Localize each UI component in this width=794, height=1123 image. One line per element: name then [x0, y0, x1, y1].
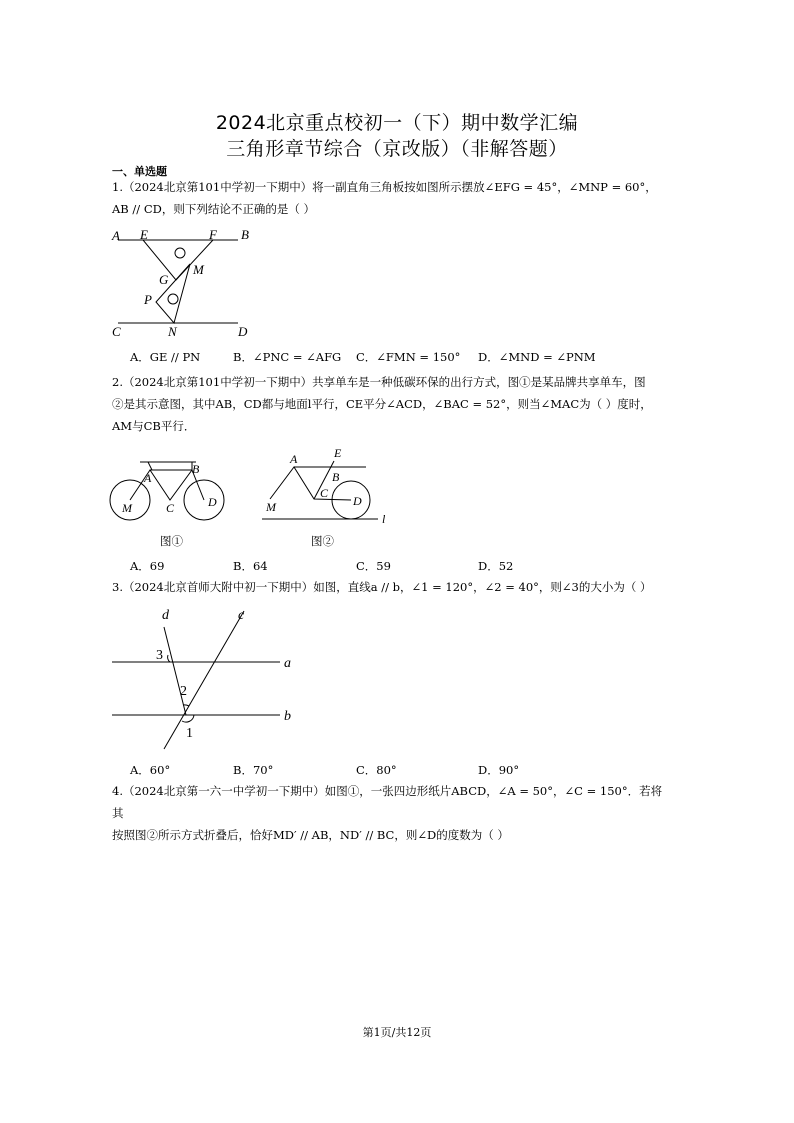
- question-3-line1: 3.（2024北京首师大附中初一下期中）如图，直线a // b，∠1 = 120°，∠2 = 40°，则∠3的大小为（ ）: [112, 580, 652, 594]
- page-footer: 第1页/共12页: [362, 1026, 432, 1039]
- question-2-figure-1: [108, 452, 233, 522]
- label-b: B: [332, 470, 340, 484]
- label-c: C: [166, 501, 175, 515]
- question-1-figure: [108, 222, 258, 342]
- angle-3-arc: [168, 655, 170, 662]
- label-b: b: [284, 709, 291, 724]
- question-3-text: [112, 576, 672, 598]
- option-b[interactable]: B．∠PNC = ∠AFG: [233, 350, 342, 364]
- question-1-line1: 1.（2024北京第101中学初一下期中）将一副直角三角板按如图所示摆放∠EFG = 45°，∠MNP = 60°，: [112, 180, 657, 194]
- page-title: 2024北京重点校初一（下）期中数学汇编: [215, 112, 579, 134]
- option-a[interactable]: A．69: [130, 559, 165, 573]
- question-1-line2: AB // CD，则下列结论不正确的是（ ）: [112, 202, 315, 216]
- question-2-line2: ②是其示意图，其中AB，CD都与地面l平行，CE平分∠ACD，∠BAC = 52°，则当∠MAC为（ ）度时，: [112, 397, 652, 411]
- label-c: c: [238, 608, 245, 623]
- label-1: 1: [186, 726, 193, 741]
- option-c[interactable]: C．59: [356, 559, 391, 573]
- label-f: F: [209, 227, 217, 242]
- question-4-line2: 按照图②所示方式折叠后，恰好MD′ // AB，ND′ // BC，则∠D的度数为（ ）: [112, 828, 509, 842]
- label-d: D: [208, 495, 217, 509]
- question-2-text: [112, 371, 672, 437]
- label-m: M: [122, 501, 132, 515]
- label-d: d: [162, 608, 169, 623]
- label-c: C: [112, 324, 121, 339]
- question-2-figure-2: [262, 443, 397, 528]
- question-2-line3: AM与CB平行．: [112, 419, 196, 433]
- question-1-text: [112, 176, 672, 220]
- label-a: A: [112, 228, 120, 243]
- option-d[interactable]: D．∠MND = ∠PNM: [478, 350, 596, 364]
- label-m: M: [266, 500, 276, 514]
- label-c: C: [320, 486, 329, 500]
- triangle-hole: [168, 294, 178, 304]
- question-3-figure: [108, 605, 308, 755]
- label-n: N: [168, 324, 177, 339]
- label-b: B: [192, 462, 200, 476]
- page-subtitle: 三角形章节综合（京改版）（非解答题）: [226, 138, 568, 160]
- label-d: D: [238, 324, 248, 339]
- label-e: E: [334, 446, 342, 460]
- option-c[interactable]: C．80°: [356, 763, 397, 777]
- label-d: D: [353, 494, 362, 508]
- angle-1-arc: [182, 715, 194, 722]
- question-4-line1: 4.（2024北京第一六一中学初一下期中）如图①，一张四边形纸片ABCD，∠A = 50°，∠C = 150°．若将其: [112, 784, 663, 820]
- option-d[interactable]: D．52: [478, 559, 514, 573]
- label-2: 2: [180, 684, 187, 699]
- label-b: B: [241, 227, 249, 242]
- label-e: E: [140, 227, 148, 242]
- question-2-line1: 2.（2024北京第101中学初一下期中）共享单车是一种低碳环保的出行方式，图①是某品牌共享单车，图: [112, 375, 646, 389]
- label-g: G: [159, 272, 169, 287]
- question-4-text: [112, 780, 672, 846]
- section-heading: 一、单选题: [112, 165, 167, 178]
- option-a[interactable]: A．GE // PN: [130, 350, 201, 364]
- label-a: a: [284, 656, 291, 671]
- option-b[interactable]: B．70°: [233, 763, 274, 777]
- label-l: l: [382, 512, 386, 526]
- option-a[interactable]: A．60°: [130, 763, 171, 777]
- bike-seat-post: [148, 462, 152, 470]
- label-3: 3: [156, 648, 163, 663]
- figure-caption-1: 图①: [160, 534, 183, 548]
- label-p: P: [144, 292, 152, 307]
- option-c[interactable]: C．∠FMN = 150°: [356, 350, 461, 364]
- option-b[interactable]: B．64: [233, 559, 268, 573]
- triangle-hole: [175, 248, 185, 258]
- figure-caption-2: 图②: [311, 534, 334, 548]
- label-a: A: [144, 471, 152, 485]
- line-d: [164, 627, 186, 715]
- option-d[interactable]: D．90°: [478, 763, 520, 777]
- label-m: M: [193, 262, 204, 277]
- line-c: [164, 611, 244, 749]
- label-a: A: [290, 452, 298, 466]
